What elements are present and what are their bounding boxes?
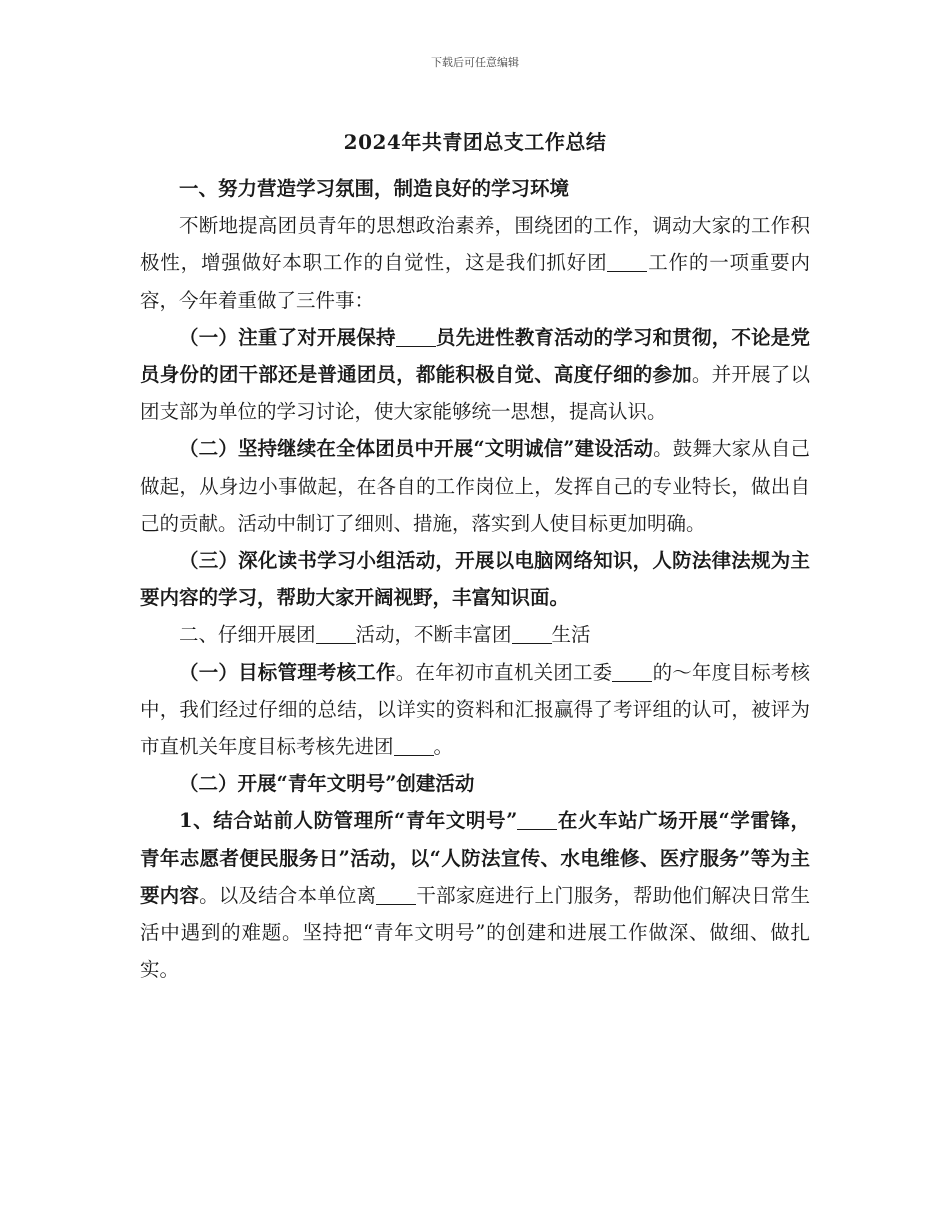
paragraph-1-text-a: 不断地提高团员青年的思想政治素养，围绕团的工作，调动大家的工作积极性，增强做好本职工作的自觉性，这是我们抓好团 bbox=[140, 214, 810, 275]
section-heading-2-a: 二、仔细开展团 bbox=[179, 623, 316, 647]
paragraph-4: （三）深化读书学习小组活动，开展以电脑网络知识，人防法律法规为主要内容的学习，帮助大家开阔视野，丰富知识面。 bbox=[140, 549, 810, 610]
blank-line bbox=[376, 884, 416, 905]
section-heading-1: 一、努力营造学习氛围，制造良好的学习环境 bbox=[179, 177, 570, 200]
paragraph-7-bold-a: 1、结合站前人防管理所“青年文明号” bbox=[179, 809, 518, 833]
blank-line bbox=[394, 736, 434, 757]
paragraph-5-text-b: 的～年度目标考核中，我们经过仔细的总结，以详实的资料和汇报赢得了考评组的认可，被评为市直机关年度目标考核先进团 bbox=[140, 660, 810, 759]
blank-line bbox=[316, 624, 356, 645]
paragraph-5 bbox=[140, 654, 810, 766]
paragraph-5-text-a: 。在年初市直机关团工委 bbox=[395, 660, 613, 684]
paragraph-1 bbox=[140, 207, 810, 319]
paragraph-2-text: 。并开展了以团支部为单位的学习讨论，使大家能够统一思想，提高认识。 bbox=[140, 363, 810, 424]
blank-line bbox=[517, 810, 557, 831]
paragraph-3-bold: （二）坚持继续在全体团员中开展“文明诚信”建设活动 bbox=[179, 437, 654, 461]
paragraph-2-bold-a: （一）注重了对开展保持 bbox=[179, 325, 396, 349]
paragraph-5-bold: （一）目标管理考核工作 bbox=[179, 660, 396, 684]
section-heading-2-b: 活动，不断丰富团 bbox=[355, 623, 512, 647]
paragraph-7 bbox=[140, 802, 810, 988]
paragraph-5-text-c: 。 bbox=[433, 735, 454, 759]
document-title: 2024年共青团总支工作总结 bbox=[343, 130, 607, 154]
document-body bbox=[140, 170, 810, 988]
section-heading-2-c: 生活 bbox=[551, 623, 591, 647]
blank-line bbox=[512, 624, 552, 645]
paragraph-7-bold-b: 在火车站广场开展“学雷锋，青年志愿者便民服务日”活动，以“人防法宣传、水电维修、医疗服务”等为主要内容 bbox=[140, 809, 810, 907]
blank-line bbox=[612, 661, 652, 682]
paragraph-7-text-b: 干部家庭进行上门服务，帮助他们解决日常生活中遇到的难题。坚持把“青年文明号”的创建和进展工作做深、做细、做扎实。 bbox=[140, 883, 810, 982]
header-note: 下载后可任意编辑 bbox=[431, 56, 519, 69]
section-heading-2 bbox=[140, 616, 810, 653]
paragraph-2 bbox=[140, 319, 810, 431]
paragraph-6: （二）开展“青年文明号”创建活动 bbox=[179, 772, 475, 796]
paragraph-3 bbox=[140, 430, 810, 542]
blank-line bbox=[396, 326, 436, 347]
blank-line bbox=[607, 252, 647, 273]
paragraph-7-text-a: 。以及结合本单位离 bbox=[199, 883, 377, 907]
paragraph-3-text: 。鼓舞大家从自己做起，从身边小事做起，在各自的工作岗位上，发挥自己的专业特长，做出自己的贡献。活动中制订了细则、措施，落实到人使目标更加明确。 bbox=[140, 437, 810, 535]
paragraph-1-text-b: 工作的一项重要内容，今年着重做了三件事： bbox=[140, 251, 810, 312]
paragraph-2-bold-b: 员先进性教育活动的学习和贯彻，不论是党员身份的团干部还是普通团员，都能积极自觉、高度仔细的参加 bbox=[140, 325, 810, 387]
